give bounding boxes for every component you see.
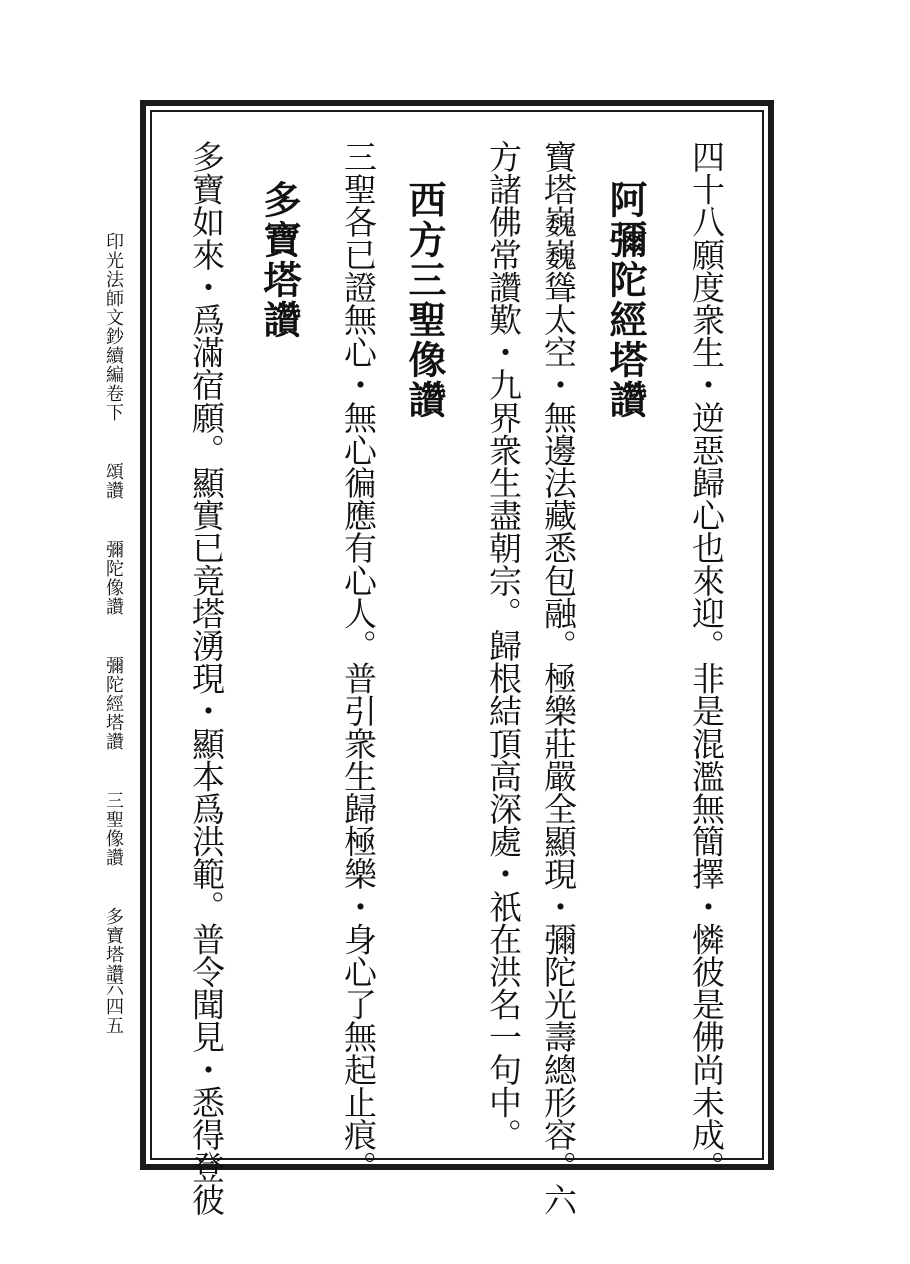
heading-western-three-saints: 西方三聖像讚 <box>402 180 447 420</box>
text-column-1: 四十八願度衆生・逆惡歸心也來迎。非是混濫無簡擇・憐彼是佛尚未成。 <box>687 140 726 1184</box>
margin-running-header <box>104 232 122 983</box>
margin-section-5: 多寶塔讚 <box>103 907 124 983</box>
heading-prabhutaratna-stupa: 多寶塔讚 <box>257 180 302 340</box>
margin-book-title: 印光法師文鈔續編卷下 <box>103 232 124 422</box>
margin-section-4: 三聖像讚 <box>103 791 124 867</box>
margin-section-3: 彌陀經塔讚 <box>103 656 124 751</box>
text-column-4: 三聖各已證無心・無心徧應有心人。普引衆生歸極樂・身心了無起止痕。 <box>339 140 378 1184</box>
text-column-2: 寶塔巍巍聳太空・無邊法藏悉包融。極樂莊嚴全顯現・彌陀光壽總形容。六 <box>539 140 578 1216</box>
page-number: 六四五 <box>103 978 124 1035</box>
margin-section-1: 頌讚 <box>103 462 124 500</box>
margin-section-2: 彌陀像讚 <box>103 540 124 616</box>
text-column-5: 多寶如來・爲滿宿願。顯實已竟塔湧現・顯本爲洪範。普令聞見・悉得登彼 <box>187 140 226 1216</box>
heading-amituo-sutra-stupa: 阿彌陀經塔讚 <box>603 180 648 420</box>
text-column-3: 方諸佛常讚歎・九界衆生盡朝宗。歸根結頂高深處・祇在洪名一句中。 <box>484 140 523 1151</box>
page-border-inner <box>150 110 764 1160</box>
